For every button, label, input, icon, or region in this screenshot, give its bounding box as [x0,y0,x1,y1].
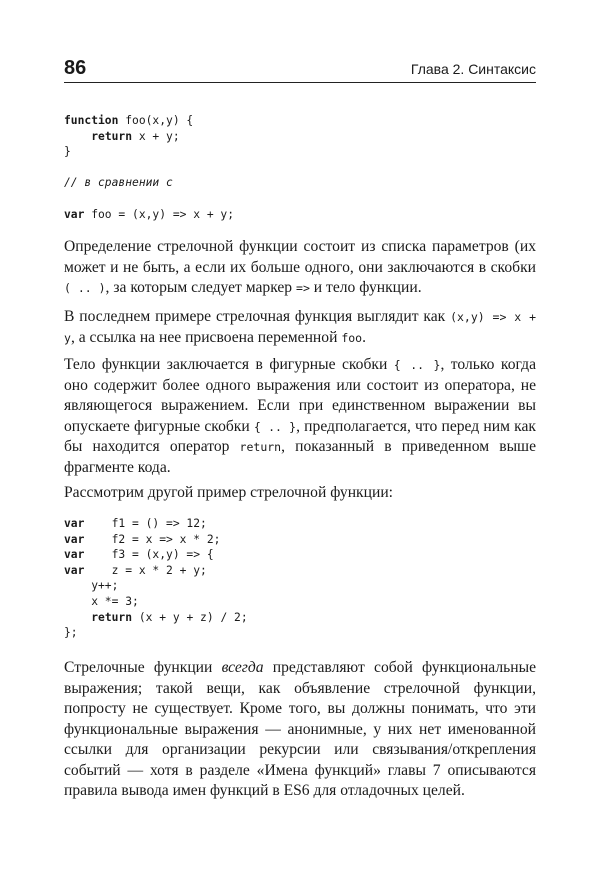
paragraph-1: Определение стрелочной функции состоит из списка параметров (их может и не быть, а если их больше одного, они заключаются в скобки ( .. ), за которым следует маркер => и тело функции. [64,238,536,296]
header-rule [64,82,536,83]
code-line [64,191,234,207]
code-line: y++; [64,579,119,593]
code-block-1 [64,113,234,222]
page-header [64,56,536,80]
code-line: } [64,145,71,159]
paragraph-2: В последнем примере стрелочная функция выглядит как (x,y) => x + y, а ссылка на нее присвоена переменной foo. [64,308,536,346]
code-line [64,160,234,176]
code-line: x *= 3; [64,594,139,608]
code-line: }; [64,626,78,640]
paragraph-5: Стрелочные функции всегда представляют собой функциональные выражения; такой вещи, как объявление стрелочной функции, попросту не существует. Кроме того, вы должны понимать, что эти функциональные выражения — анонимные, у них нет именованной ссылки для организации рекурсии или связывания/открепления событий — хотя в разделе «Имена функций» главы 7 описываются правила вывода имен функций в ES6 для отладочных целей. [64,659,536,799]
code-line: var z = x * 2 + y; [64,563,207,577]
code-line: var f1 = () => 12; [64,517,207,530]
paragraph-4: Рассмотрим другой пример стрелочной функции: [64,484,393,501]
code-line: return (x + y + z) / 2; [91,610,248,624]
code-line: var foo = (x,y) => x + y; [64,207,235,221]
code-block-2 [64,516,248,641]
code-line: function foo(x,y) { [64,114,194,127]
chapter-title: Глава 2. Синтаксис [410,61,536,77]
code-comment: // в сравнении с [64,176,173,190]
code-line: var f2 = x => x * 2; [64,532,221,546]
page-number: 86 [64,57,87,79]
code-line: var f3 = (x,y) => { [64,548,214,562]
code-line: return x + y; [91,129,180,143]
paragraph-3: Тело функции заключается в фигурные скобки { .. }, только когда оно содержит более одного выражения или состоит из оператора, не являющегося выражением. Если при единственном выражении вы опускаете фигурные скобки { .. }, предполагается, что перед ним как бы находится оператор return, показанный в приведенном выше фрагменте кода. [64,356,536,476]
